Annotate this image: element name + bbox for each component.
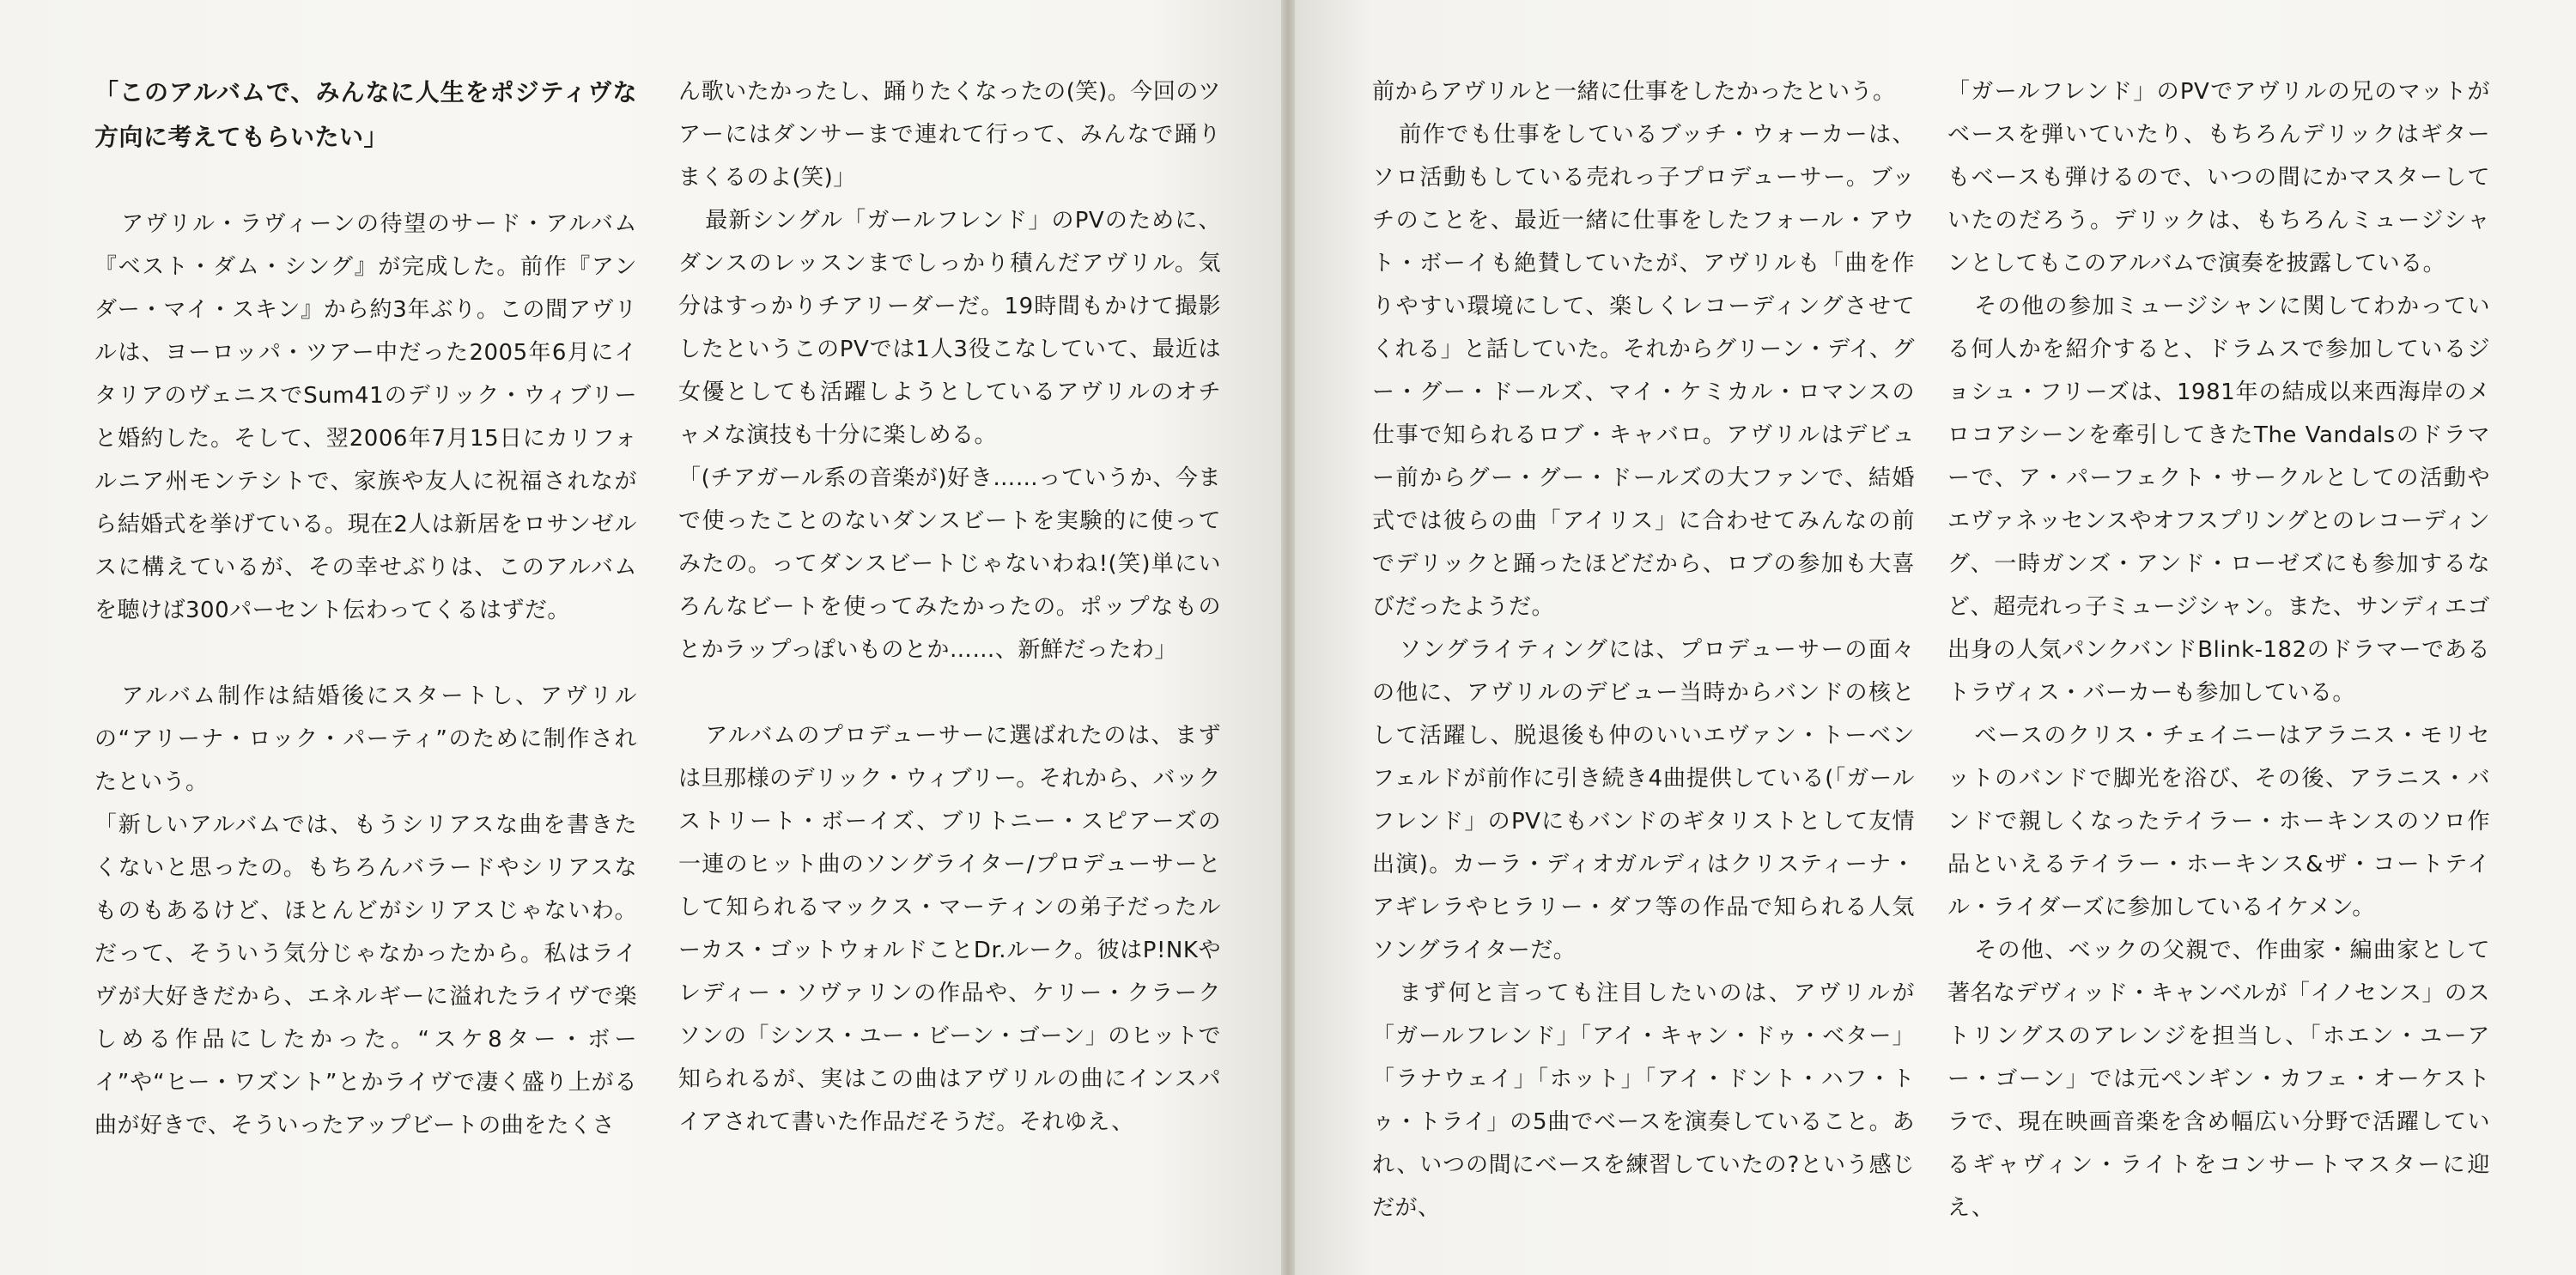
paragraph: 「(チアガール系の音楽が)好き……っていうか、今まで使ったことのないダンスビートを実験的に使ってみたの。ってダンスビートじゃないわね!(笑)単にいろんなビートを使ってみたかったの。ポップなものとかラップっぽいものとか……、新鮮だったわ」 <box>678 465 1221 663</box>
paragraph: 「新しいアルバムでは、もうシリアスな曲を書きたくないと思ったの。もちろんバラードやシリアスなものもあるけど、ほとんどがシリアスじゃないわ。だって、そういう気分じゃなかったから。私はライヴが大好きだから、エネルギーに溢れたライヴで楽しめる作品にしたかった。“スケ8ター・ボーイ”や“ヒー・ワズント”とかライヴで凄く盛り上がる曲が好きで、そういったアップビートの曲をたくさ <box>94 812 637 1138</box>
paragraph: まず何と言っても注目したいのは、アヴリルが「ガールフレンド」「アイ・キャン・ドゥ・ベター」「ラナウェイ」「ホット」「アイ・ドント・ハフ・トゥ・トライ」の5曲でベースを演奏していること。あれ、いつの間にベースを練習していたの?という感じだが、 <box>1372 981 1915 1221</box>
paragraph: アルバムのプロデューサーに選ばれたのは、まずは旦那様のデリック・ウィブリー。それから、バックストリート・ボーイズ、ブリトニー・スピアーズの一連のヒット曲のソングライター/プロデューサーとして知られるマックス・マーティンの弟子だったルーカス・ゴットウォルドことDr.ルーク。彼はP!NKやレディー・ソヴァリンの作品や、ケリー・クラークソンの「シンス・ユー・ビーン・ゴーン」のヒットで知られるが、実はこの曲はアヴリルの曲にインスパイアされて書いた作品だそうだ。それゆえ、 <box>678 723 1221 1135</box>
left-page-column-1 <box>94 70 637 1147</box>
paragraph: アヴリル・ラヴィーンの待望のサード・アルバム『ベスト・ダム・シング』が完成した。前作『アンダー・マイ・スキン』から約3年ぶり。この間アヴリルは、ヨーロッパ・ツアー中だった2005年6月にイタリアのヴェニスでSum41のデリック・ウィブリーと婚約した。そして、翌2006年7月15日にカリフォルニア州モンテシトで、家族や友人に祝福されながら結婚式を挙げている。現在2人は新居をロサンゼルスに構えているが、その幸せぶりは、このアルバムを聴けば300パーセント伝わってくるはずだ。 <box>94 211 637 623</box>
paragraph: その他の参加ミュージシャンに関してわかっている何人かを紹介すると、ドラムスで参加しているジョシュ・フリーズは、1981年の結成以来西海岸のメロコアシーンを牽引してきたThe Vandalsのドラマーで、ア・パーフェクト・サークルとしての活動やエヴァネッセンスやオフスプリングとのレコーディング、一時ガンズ・アンド・ローゼズにも参加するなど、超売れっ子ミュージシャン。また、サンディエゴ出身の人気パンクバンドBlink-182のドラマーであるトラヴィス・バーカーも参加している。 <box>1947 294 2490 706</box>
paragraph: 前作でも仕事をしているブッチ・ウォーカーは、ソロ活動もしている売れっ子プロデューサー。ブッチのことを、最近一緒に仕事をしたフォール・アウト・ボーイも絶賛していたが、アヴリルも「曲を作りやすい環境にして、楽しくレコーディングさせてくれる」と話していた。それからグリーン・デイ、グー・グー・ドールズ、マイ・ケミカル・ロマンスの仕事で知られるロブ・キャバロ。アヴリルはデビュー前からグー・グー・ドールズの大ファンで、結婚式では彼らの曲「アイリス」に合わせてみんなの前でデリックと踊ったほどだから、ロブの参加も大喜びだったようだ。 <box>1372 122 1915 620</box>
book-gutter <box>1281 0 1295 1275</box>
paragraph: ベースのクリス・チェイニーはアラニス・モリセットのバンドで脚光を浴び、その後、アラニス・バンドで親しくなったテイラー・ホーキンスのソロ作品といえるテイラー・ホーキンス&ザ・コートテイル・ライダーズに参加しているイケメン。 <box>1947 723 2490 920</box>
paragraph: 最新シングル「ガールフレンド」のPVのために、ダンスのレッスンまでしっかり積んだアヴリル。気分はすっかりチアリーダーだ。19時間もかけて撮影したというこのPVでは1人3役こなしていて、最近は女優としても活躍しようとしているアヴリルのオチャメな演技も十分に楽しめる。 <box>678 208 1221 448</box>
left-page <box>0 0 1281 1275</box>
left-page-column-2 <box>678 70 1221 1144</box>
paragraph: ソングライティングには、プロデューサーの面々の他に、アヴリルのデビュー当時からバンドの核として活躍し、脱退後も仲のいいエヴァン・トーベンフェルドが前作に引き続き4曲提供している(「ガールフレンド」のPVにもバンドのギタリストとして友情出演)。カーラ・ディオガルディはクリスティーナ・アギレラやヒラリー・ダフ等の作品で知られる人気ソングライターだ。 <box>1372 637 1915 963</box>
paragraph: 「ガールフレンド」のPVでアヴリルの兄のマットがベースを弾いていたり、もちろんデリックはギターもベースも弾けるので、いつの間にかマスターしていたのだろう。デリックは、もちろんミュージシャンとしてもこのアルバムで演奏を披露している。 <box>1947 79 2490 276</box>
right-page-column-1 <box>1372 70 1915 1229</box>
paragraph: アルバム制作は結婚後にスタートし、アヴリルの“アリーナ・ロック・パーティ”のために制作されたという。 <box>94 683 637 795</box>
paragraph: その他、ベックの父親で、作曲家・編曲家として著名なデヴィッド・キャンベルが「イノセンス」のストリングスのアレンジを担当し、「ホエン・ユーアー・ゴーン」では元ペンギン・カフェ・オーケストラで、現在映画音楽を含め幅広い分野で活躍しているギャヴィン・ライトをコンサートマスターに迎え、 <box>1947 938 2490 1221</box>
article-heading: 「このアルバムで、みんなに人生をポジティヴな方向に考えてもらいたい」 <box>94 78 637 151</box>
paragraph: 前からアヴリルと一緒に仕事をしたかったという。 <box>1372 79 1896 105</box>
paragraph: ん歌いたかったし、踊りたくなったの(笑)。今回のツアーにはダンサーまで連れて行って、みんなで踊りまくるのよ(笑)」 <box>678 79 1221 191</box>
right-page-column-2 <box>1947 70 2490 1229</box>
